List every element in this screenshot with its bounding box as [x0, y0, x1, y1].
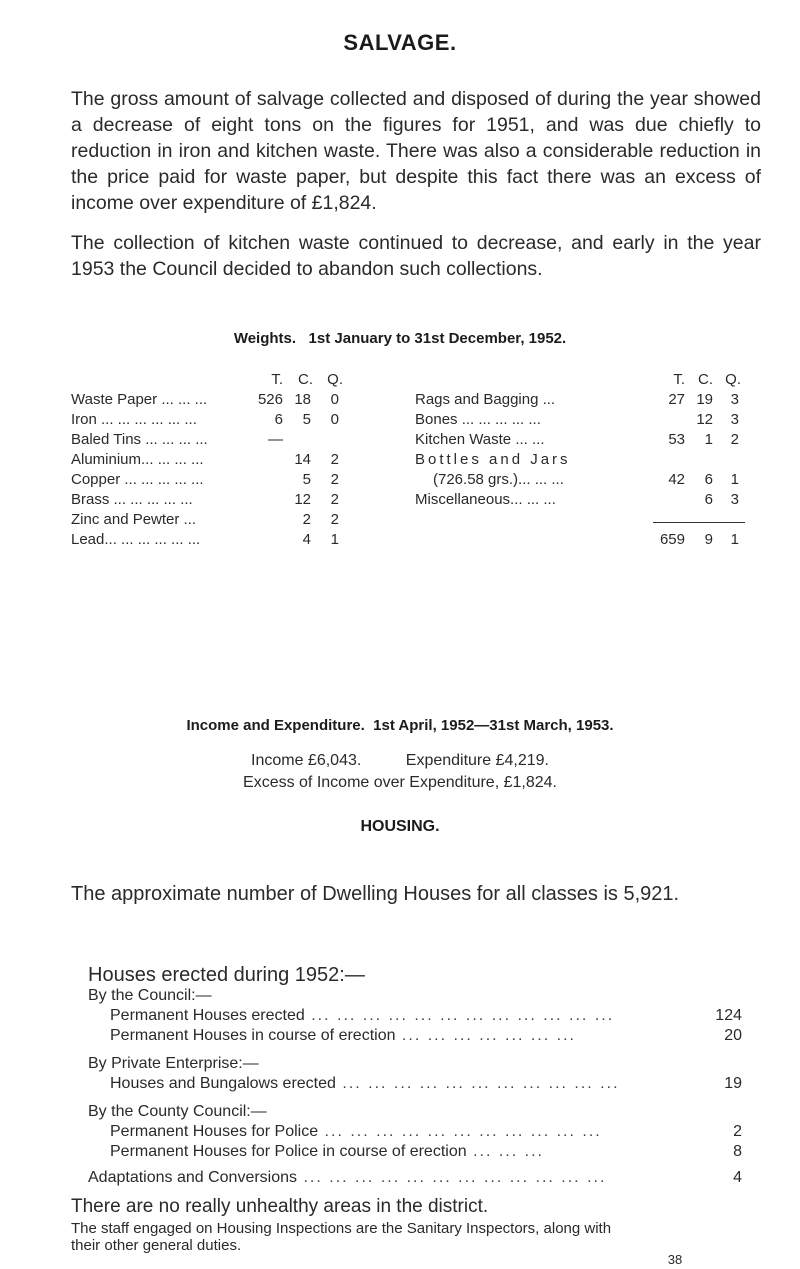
- salvage-paragraph-1: The gross amount of salvage collected and disposed of during the year showed a decrease of eight tons on the figures for 1951, and was due chiefly to reduction in iron and kitchen waste. There was also a considerable reduction in the price paid for waste paper, but despite this fact there was an excess of income over expenditure of £1,824.: [71, 88, 761, 214]
- row-qtr: 0: [330, 391, 339, 408]
- row-tons: 6: [274, 411, 283, 428]
- row-label: Iron ... ... ... ... ... ...: [71, 411, 197, 428]
- row-tons: 42: [668, 471, 685, 488]
- item-label: Permanent Houses for Police: [110, 1123, 319, 1140]
- row-cwt: 4: [302, 531, 311, 548]
- houses-erected-heading: Houses erected during 1952:—: [88, 964, 365, 986]
- list-item-label: [110, 1142, 544, 1162]
- item-label: Permanent Houses for Police in course of erection: [110, 1143, 467, 1160]
- salvage-paragraph-2: The collection of kitchen waste continued to decrease, and early in the year 1953 the Council decided to abandon such collections.: [71, 232, 761, 280]
- row-qtr: 0: [330, 411, 339, 428]
- row-tons: 526: [257, 391, 283, 408]
- item-label: Permanent Houses in course of erection: [110, 1027, 396, 1044]
- row-qtr: 2: [330, 471, 339, 488]
- row-cwt: 19: [696, 391, 713, 408]
- row-qtr: 2: [330, 491, 339, 508]
- row-cwt: 6: [704, 471, 713, 488]
- row-tons: 27: [668, 391, 685, 408]
- row-tons: 53: [668, 431, 685, 448]
- item-label: Permanent Houses erected: [110, 1007, 305, 1024]
- col-header-t: T.: [673, 371, 685, 388]
- row-label: Brass ... ... ... ... ...: [71, 491, 193, 508]
- row-tons: —: [268, 431, 283, 448]
- item-value: 4: [733, 1169, 742, 1186]
- row-label: Aluminium... ... ... ...: [71, 451, 204, 468]
- income-line-2: Excess of Income over Expenditure, £1,824.: [243, 774, 557, 791]
- weights-heading: Weights. 1st January to 31st December, 1952.: [233, 330, 567, 347]
- page-title: SALVAGE.: [343, 30, 457, 55]
- income-line-1: Income £6,043. Expenditure £4,219.: [251, 752, 549, 769]
- list-item-label: [110, 1122, 602, 1142]
- leader-dots: ... ... ... ... ... ... ... ... ... ... ... ...: [297, 1169, 607, 1186]
- leader-dots: ... ... ...: [466, 1143, 544, 1160]
- leader-dots: ... ... ... ... ... ... ... ... ... ... ...: [335, 1075, 620, 1092]
- dwelling-houses-paragraph: The approximate number of Dwelling Houses for all classes is 5,921.: [71, 883, 680, 905]
- row-qtr: 3: [730, 391, 739, 408]
- row-cwt: 5: [302, 411, 311, 428]
- row-label: Waste Paper ... ... ...: [71, 391, 208, 408]
- row-qtr: 2: [730, 431, 739, 448]
- housing-staff-statement: The staff engaged on Housing Inspections are the Sanitary Inspectors, along with their other general duties.: [71, 1220, 612, 1254]
- item-value: 20: [724, 1027, 742, 1044]
- item-label: Adaptations and Conversions: [88, 1169, 298, 1186]
- row-label: Lead... ... ... ... ... ...: [71, 531, 201, 548]
- row-cwt: 14: [294, 451, 311, 468]
- row-qtr: 1: [730, 471, 739, 488]
- col-header-c: C.: [298, 371, 313, 388]
- row-qtr: 3: [730, 491, 739, 508]
- row-qtr: 2: [330, 451, 339, 468]
- item-value: 19: [724, 1075, 742, 1092]
- leader-dots: ... ... ... ... ... ... ... ... ... ... ...: [318, 1123, 602, 1140]
- total-qtr: 1: [730, 531, 739, 548]
- row-cwt: 2: [302, 511, 311, 528]
- row-label: Copper ... ... ... ... ...: [71, 471, 204, 488]
- row-cwt: 5: [302, 471, 311, 488]
- row-label: (726.58 grs.)... ... ...: [433, 471, 564, 488]
- row-label: Rags and Bagging ...: [415, 391, 556, 408]
- item-value: 8: [733, 1143, 742, 1160]
- housing-heading: HOUSING.: [360, 818, 440, 835]
- row-label: Miscellaneous... ... ...: [415, 491, 556, 508]
- list-item-label: [110, 1026, 576, 1046]
- row-cwt: 6: [704, 491, 713, 508]
- row-label: Baled Tins ... ... ... ...: [71, 431, 208, 448]
- col-header-t: T.: [271, 371, 283, 388]
- item-value: 2: [733, 1123, 742, 1140]
- page-number: 38: [667, 1252, 683, 1267]
- col-header-c: C.: [698, 371, 713, 388]
- group-council: By the Council:—: [88, 987, 212, 1004]
- list-item-label: [88, 1168, 606, 1188]
- col-header-q: Q.: [725, 371, 741, 388]
- row-label: Zinc and Pewter ...: [71, 511, 197, 528]
- row-cwt: 18: [294, 391, 311, 408]
- total-tons: 659: [659, 531, 685, 548]
- unhealthy-areas-statement: There are no really unhealthy areas in the district.: [71, 1196, 489, 1217]
- row-cwt: 12: [696, 411, 713, 428]
- income-heading: Income and Expenditure. 1st April, 1952—31st March, 1953.: [186, 717, 614, 734]
- row-qtr: 3: [730, 411, 739, 428]
- group-private: By Private Enterprise:—: [88, 1055, 259, 1072]
- item-label: Houses and Bungalows erected: [110, 1075, 336, 1092]
- group-county: By the County Council:—: [88, 1103, 267, 1120]
- list-item-label: [110, 1074, 620, 1094]
- col-header-q: Q.: [327, 371, 343, 388]
- total-cwt: 9: [704, 531, 713, 548]
- row-qtr: 2: [330, 511, 339, 528]
- leader-dots: ... ... ... ... ... ... ... ... ... ... ... ...: [304, 1007, 615, 1024]
- row-label: Bottles and Jars: [415, 451, 571, 468]
- row-qtr: 1: [330, 531, 339, 548]
- row-cwt: 12: [294, 491, 311, 508]
- list-item-label: [110, 1006, 614, 1026]
- row-label: Kitchen Waste ... ...: [415, 431, 545, 448]
- leader-dots: ... ... ... ... ... ... ...: [395, 1027, 576, 1044]
- item-value: 124: [715, 1007, 742, 1024]
- row-cwt: 1: [704, 431, 713, 448]
- row-label: Bones ... ... ... ... ...: [415, 411, 541, 428]
